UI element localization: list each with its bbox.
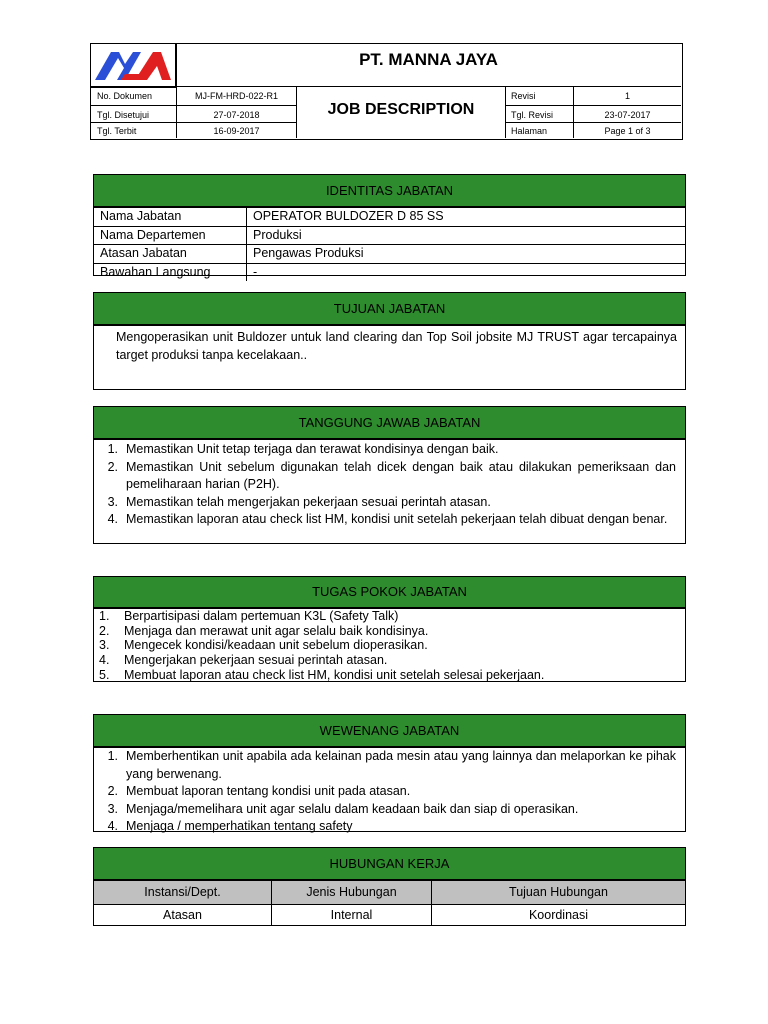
meta-label: Tgl. Terbit [97,126,137,136]
list-item: 3. Menjaga/memelihara unit agar selalu dalam keadaan baik dan siap di operasikan. [107,801,579,816]
row-value: Produksi [253,227,302,242]
meta-label: No. Dokumen [97,91,153,101]
meta-label: Revisi [511,91,536,101]
list-item: 4. Memastikan laporan atau check list HM, kondisi unit setelah pekerjaan telah dibuat dengan benar. [107,512,668,526]
column-header: Jenis Hubungan [272,881,432,904]
meta-value: MJ-FM-HRD-022-R1 [195,91,278,101]
column-header: Instansi/Dept. [94,881,272,904]
list-item: 5. Membuat laporan atau check list HM, kondisi unit setelah selesai pekerjaan. [99,667,545,682]
meta-label: Tgl. Disetujui [97,110,150,120]
list-item: 1. Memastikan Unit tetap terjaga dan terawat kondisinya dengan baik. [107,442,499,456]
section-title: WEWENANG JABATAN [94,715,685,748]
list-item: 1. Berpartisipasi dalam pertemuan K3L (Safety Talk) [99,609,399,623]
table-row [94,208,685,227]
table-cell: Koordinasi [528,908,589,922]
row-value: Pengawas Produksi [253,246,364,260]
section-hubungan [93,847,686,926]
table-row [94,245,685,264]
row-value: OPERATOR BULDOZER D 85 SS [253,209,444,223]
company-logo [91,44,176,88]
list-item: 1. Memberhentikan unit apabila ada kelainan pada mesin atau yang lainnya dan melaporkan ke pihak yang berwenang. [107,749,676,781]
section-title: TUJUAN JABATAN [94,293,685,326]
list-item: 2. Memastikan Unit sebelum digunakan telah dicek dengan baik atau dilakukan pemeriksaan dan pemeliharaan harian (P2H). [107,459,676,491]
document-title: JOB DESCRIPTION [327,101,475,118]
section-wewenang [93,714,686,832]
document-header [90,43,683,140]
column-header: Tujuan Hubungan [509,885,608,899]
list-item: 4. Mengerjakan pekerjaan sesuai perintah atasan. [99,653,388,668]
section-tanggung-jawab [93,406,686,544]
meta-label: Tgl. Revisi [511,110,554,120]
tujuan-text: Mengoperasikan unit Buldozer untuk land clearing dan Top Soil jobsite MJ TRUST agar tercapainya target produksi tanpa kecelakaan.. [116,330,677,362]
task-list [94,609,685,683]
table-cell: Atasan [94,905,272,926]
section-title: IDENTITAS JABATAN [94,175,685,208]
meta-value: 1 [624,91,630,101]
responsibility-list [94,440,685,529]
meta-value: 16-09-2017 [213,126,260,136]
meta-value: Page 1 of 3 [604,126,651,136]
meta-value: 23-07-2017 [604,110,651,120]
list-item: 3. Mengecek kondisi/keadaan unit sebelum dioperasikan. [99,638,428,653]
table-row [94,905,685,926]
list-item: 2. Membuat laporan tentang kondisi unit pada atasan. [107,784,411,798]
row-key: Atasan Jabatan [94,245,247,263]
row-value: - [253,264,258,279]
list-item: 4. Menjaga / memperhatikan tentang safety [107,819,353,833]
section-title: TANGGUNG JAWAB JABATAN [94,407,685,440]
section-identitas [93,174,686,279]
section-tugas-pokok [93,576,686,682]
section-title: TUGAS POKOK JABATAN [94,577,685,609]
row-key: Nama Departemen [94,227,247,245]
table-header [94,881,685,905]
row-key: Nama Jabatan [94,208,247,226]
meta-label: Halaman [511,126,548,136]
list-item: 3. Memastikan telah mengerjakan pekerjaan sesuai perintah atasan. [107,494,491,509]
table-cell: Internal [272,905,432,926]
authority-list [94,748,685,836]
meta-value: 27-07-2018 [213,110,260,120]
section-tujuan [93,292,686,390]
table-row [94,227,685,246]
list-item: 2. Menjaga dan merawat unit agar selalu baik kondisinya. [99,623,429,638]
row-key: Bawahan Langsung [94,264,247,282]
table-row [94,264,685,282]
mj-logo-icon [91,44,176,88]
company-name: PT. MANNA JAYA [359,50,498,69]
section-title: HUBUNGAN KERJA [94,848,685,881]
